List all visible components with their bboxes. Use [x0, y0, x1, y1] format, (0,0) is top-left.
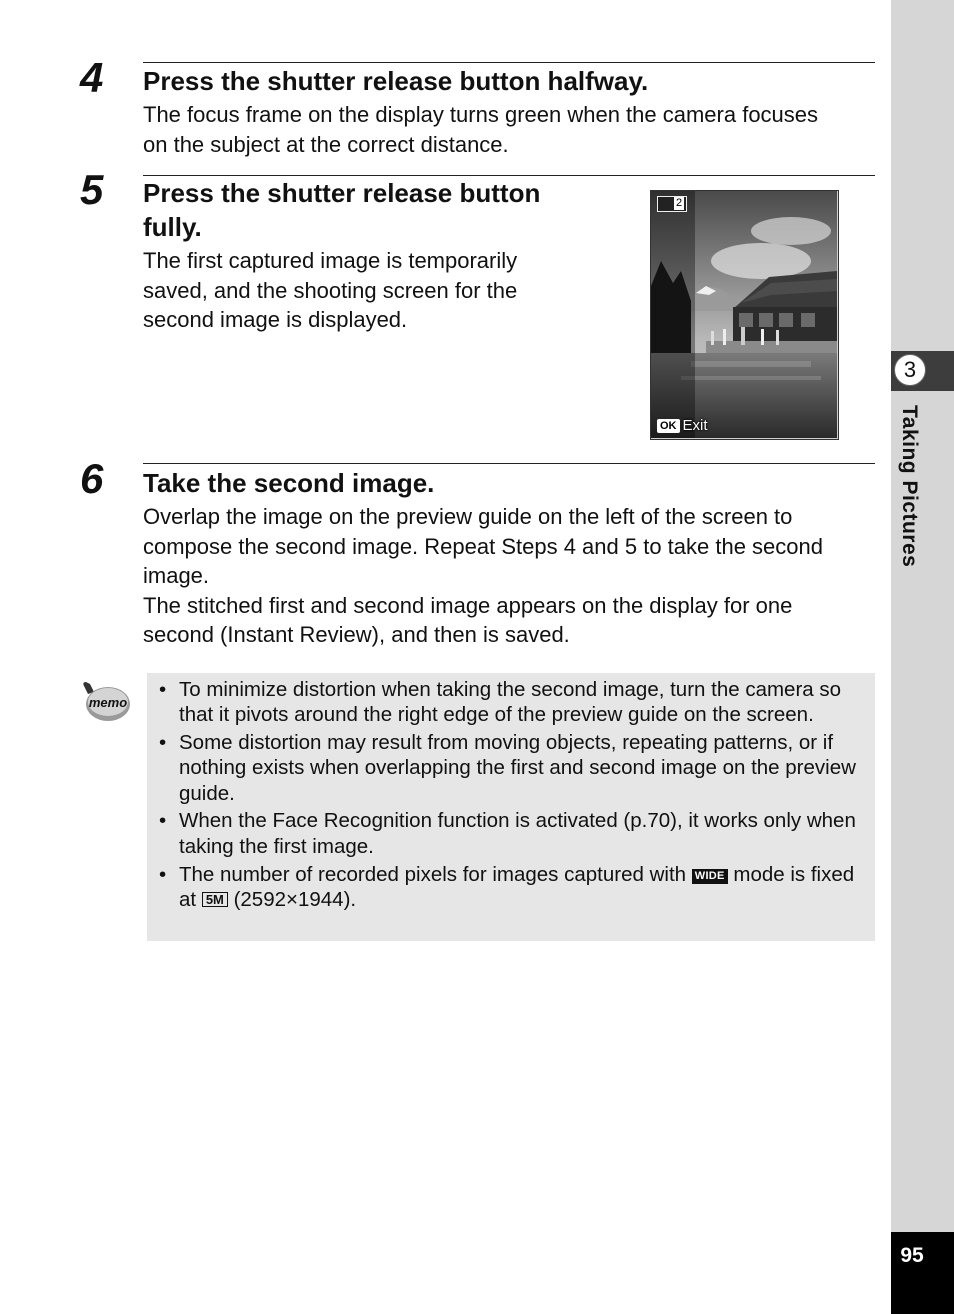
- memo-icon: [80, 680, 132, 724]
- step-6-number: 6: [80, 455, 104, 502]
- step-6-line-5: second (Instant Review), and then is saved.: [143, 622, 570, 647]
- step-6-line-1: Overlap the image on the preview guide on the left of the screen to: [143, 504, 793, 529]
- chapter-sidebar: [891, 0, 954, 1314]
- step-5-heading-line-1: Press the shutter release button: [143, 178, 541, 208]
- memo-item-4: [159, 862, 867, 913]
- step-5-heading: [143, 176, 540, 244]
- step-5-number: 5: [80, 166, 104, 213]
- camera-screen-photo: [650, 190, 839, 440]
- memo-list: [159, 677, 867, 915]
- memo-item-3: • When the Face Recognition function is activated (p.70), it works only when taking the first image.: [159, 808, 867, 859]
- step-6-line-3: image.: [143, 563, 210, 588]
- memo-item-4-middle: mode is fixed at: [179, 862, 855, 911]
- step-5-line-2: saved, and the shooting screen for the: [143, 277, 518, 303]
- frame-indicator-number: 2: [675, 197, 683, 209]
- step-4-number: 4: [80, 54, 104, 101]
- step-5-body: [143, 246, 517, 335]
- step-5-heading-line-2: fully.: [143, 212, 202, 242]
- step-4-line-2: on the subject at the correct distance.: [143, 131, 509, 157]
- chapter-number: 3: [894, 354, 926, 386]
- memo-box: [147, 673, 875, 941]
- step-5-line-1: The first captured image is temporarily: [143, 248, 518, 273]
- recorded-pixels-icon: 5M: [202, 892, 228, 907]
- chapter-title: Taking Pictures: [898, 405, 921, 568]
- memo-icon-text: memo: [88, 695, 128, 710]
- frame-indicator: [657, 196, 687, 212]
- step-4-line-1: The focus frame on the display turns green when the camera focuses: [143, 102, 819, 127]
- memo-item-1: • To minimize distortion when taking the second image, turn the camera so that it pivots around the right edge of the preview guide on the screen.: [159, 677, 867, 728]
- step-6-line-2: compose the second image. Repeat Steps 4 and 5 to take the second: [143, 533, 824, 559]
- step-6-rule: [143, 463, 875, 464]
- step-4-rule: [143, 62, 875, 63]
- wide-mode-icon: WIDE: [692, 869, 728, 884]
- ok-exit-hint: [657, 417, 708, 434]
- step-5-line-3: second image is displayed.: [143, 307, 408, 332]
- exit-label: Exit: [682, 417, 708, 434]
- step-6-body: [143, 502, 823, 650]
- step-4-heading: Press the shutter release button halfway.: [143, 66, 649, 96]
- stitch-preview-illustration: [651, 191, 837, 438]
- memo-item-4-before: The number of recorded pixels for images captured with: [179, 862, 687, 886]
- ok-button-icon: OK: [657, 419, 680, 433]
- memo-item-2: • Some distortion may result from moving objects, repeating patterns, or if nothing exists when overlapping the first and second image on the preview guide.: [159, 730, 867, 806]
- step-6-heading: Take the second image.: [143, 468, 435, 498]
- memo-item-4-after: (2592×1944).: [233, 887, 357, 911]
- step-6-line-4: The stitched first and second image appears on the display for one: [143, 592, 793, 618]
- step-4-body: [143, 100, 818, 159]
- page-number: 95: [900, 1244, 924, 1267]
